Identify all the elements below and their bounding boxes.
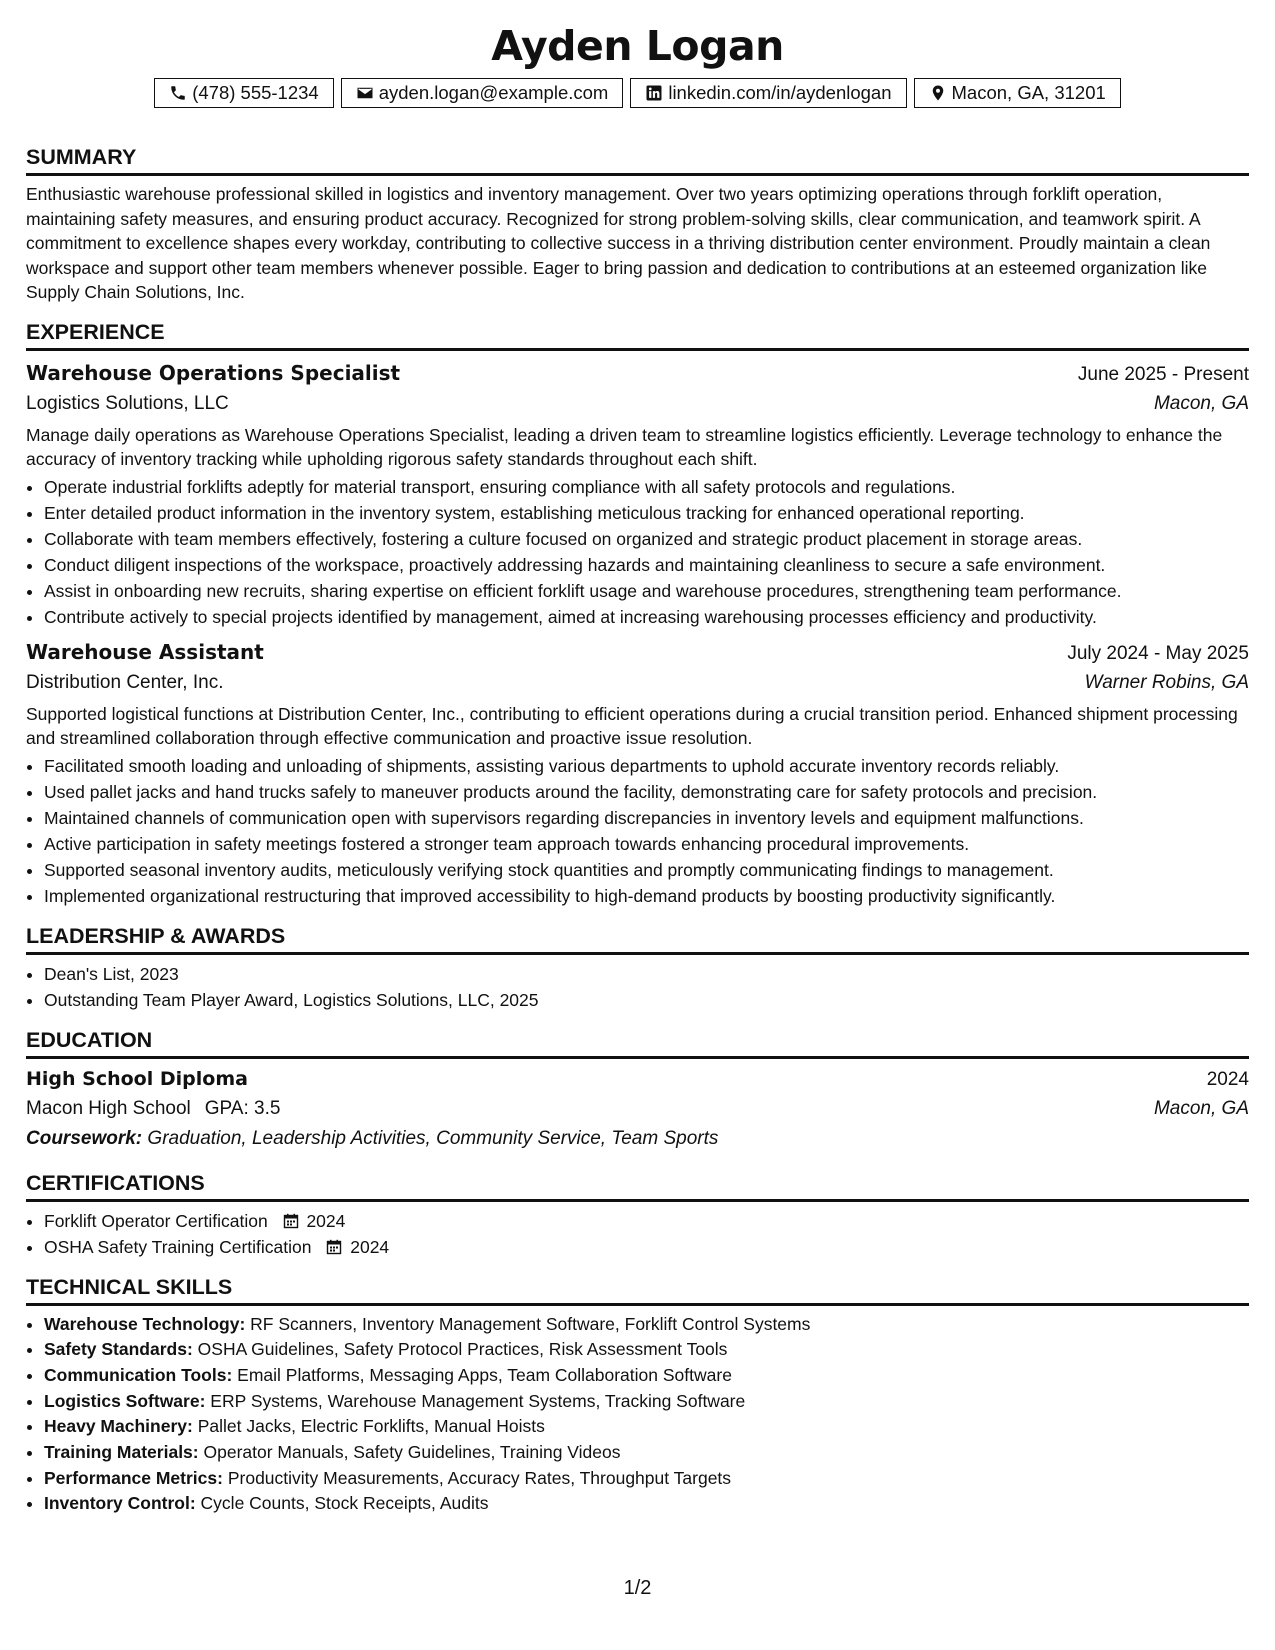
list-item xyxy=(44,1337,1249,1363)
cert-year: 2024 xyxy=(306,1210,346,1231)
map-pin-icon xyxy=(929,84,947,102)
location-text: Macon, GA, 31201 xyxy=(951,82,1106,103)
gpa: GPA: 3.5 xyxy=(204,1097,281,1119)
list-item xyxy=(44,1414,1249,1440)
list-item: • Collaborate with team members effectively, fostering a culture focused on organized and strategic product placement in storage areas. xyxy=(44,526,1249,552)
skill-label: Performance Metrics: xyxy=(44,1467,223,1488)
calendar-icon xyxy=(326,1239,342,1255)
leadership-list xyxy=(26,961,1249,1013)
skill-label: Inventory Control: xyxy=(44,1493,196,1514)
skill-value: Operator Manuals, Safety Guidelines, Training Videos xyxy=(203,1442,621,1463)
list-item xyxy=(44,1491,1249,1517)
education-location: Macon, GA xyxy=(1153,1097,1249,1119)
cert-name: OSHA Safety Training Certification xyxy=(44,1236,312,1257)
coursework-text: Graduation, Leadership Activities, Community Service, Team Sports xyxy=(147,1127,719,1149)
job-title: Warehouse Assistant xyxy=(26,639,264,664)
list-item: • Contribute actively to special projects identified by management, aimed at increasing warehousing processes efficiency and productivity. xyxy=(44,604,1249,630)
job-entry xyxy=(26,359,1249,630)
summary-text: Enthusiastic warehouse professional skilled in logistics and inventory management. Over two years optimizing operations through forklift operation, maintaining safety measures, and ensuring product accuracy. Recognized for strong problem-solving skills, clear communication, and teamwork spirit. A commitment to excellence shapes every workday, contributing to collective success in a thriving distribution center environment. Proudly maintain a clean workspace and support other team members whenever possible. Eager to bring passion and dedication to contributions at an esteemed organization like Supply Chain Solutions, Inc. xyxy=(26,184,1211,302)
contact-email[interactable] xyxy=(341,78,624,108)
school-name: Macon High School xyxy=(26,1097,191,1119)
list-item: • Used pallet jacks and hand trucks safely to maneuver products around the facility, demonstrating care for safety protocols and precision. xyxy=(44,779,1249,805)
list-item: • Dean's List, 2023 xyxy=(44,961,1249,987)
list-item: • Conduct diligent inspections of the workspace, proactively addressing hazards and maintaining cleanliness to secure a safe environment. xyxy=(44,552,1249,578)
cert-year: 2024 xyxy=(350,1236,390,1257)
certifications-list xyxy=(26,1208,1249,1260)
skill-label: Logistics Software: xyxy=(44,1390,206,1411)
list-item xyxy=(44,1234,1249,1260)
job-bullets xyxy=(26,474,1249,630)
contact-location[interactable] xyxy=(914,78,1121,108)
skill-value: ERP Systems, Warehouse Management Systems, Tracking Software xyxy=(210,1390,746,1411)
job-entry xyxy=(26,638,1249,909)
list-item: • Assist in onboarding new recruits, sharing expertise on efficient forklift usage and warehouse procedures, strengthening team performance. xyxy=(44,578,1249,604)
job-bullets xyxy=(26,753,1249,909)
list-item: • Outstanding Team Player Award, Logistics Solutions, LLC, 2025 xyxy=(44,987,1249,1013)
skill-value: Productivity Measurements, Accuracy Rates, Throughput Targets xyxy=(227,1467,732,1488)
skill-label: Communication Tools: xyxy=(44,1364,233,1385)
certifications-heading: CERTIFICATIONS xyxy=(26,1170,1249,1202)
list-item xyxy=(44,1208,1249,1234)
email-text: ayden.logan@example.com xyxy=(378,82,609,103)
skill-label: Training Materials: xyxy=(44,1442,199,1463)
resume-page xyxy=(26,18,1249,1517)
skill-label: Safety Standards: xyxy=(44,1339,193,1360)
list-item xyxy=(44,1440,1249,1466)
contact-bar xyxy=(26,78,1249,108)
list-item: • Supported seasonal inventory audits, meticulously verifying stock quantities and promptly communicating findings to management. xyxy=(44,857,1249,883)
job-description: Manage daily operations as Warehouse Operations Specialist, leading a driven team to streamline logistics efficiently. Leverage technology to enhance the accuracy of inventory tracking while upholding rigorous safety standards throughout each shift. xyxy=(26,424,1223,469)
contact-phone[interactable] xyxy=(154,78,334,108)
education-heading: EDUCATION xyxy=(26,1027,1249,1059)
job-location: Warner Robins, GA xyxy=(1084,671,1249,693)
skill-value: Cycle Counts, Stock Receipts, Audits xyxy=(200,1493,489,1514)
list-item xyxy=(44,1389,1249,1415)
list-item: • Maintained channels of communication open with supervisors regarding discrepancies in inventory levels and equipment malfunctions. xyxy=(44,805,1249,831)
skill-value: OSHA Guidelines, Safety Protocol Practices, Risk Assessment Tools xyxy=(197,1339,728,1360)
envelope-icon xyxy=(356,84,374,102)
skill-label: Heavy Machinery: xyxy=(44,1416,193,1437)
cert-name: Forklift Operator Certification xyxy=(44,1210,268,1231)
linkedin-icon xyxy=(645,84,663,102)
list-item: • Active participation in safety meetings fostered a stronger team approach towards enhancing procedural improvements. xyxy=(44,831,1249,857)
experience-heading: EXPERIENCE xyxy=(26,319,1249,351)
skill-label: Warehouse Technology: xyxy=(44,1313,246,1334)
skill-value: Email Platforms, Messaging Apps, Team Collaboration Software xyxy=(237,1364,732,1385)
phone-text: (478) 555-1234 xyxy=(192,82,319,103)
job-description: Supported logistical functions at Distribution Center, Inc., contributing to efficient operations during a crucial transition period. Enhanced shipment processing and streamlined collaboration through effective communication and proactive issue resolution. xyxy=(26,703,1238,748)
job-dates: June 2025 - Present xyxy=(1077,363,1249,385)
skill-value: Pallet Jacks, Electric Forklifts, Manual Hoists xyxy=(197,1416,545,1437)
list-item: • Facilitated smooth loading and unloading of shipments, assisting various departments to uphold accurate inventory records reliably. xyxy=(44,753,1249,779)
skills-heading: TECHNICAL SKILLS xyxy=(26,1274,1249,1306)
job-company: Logistics Solutions, LLC xyxy=(26,392,229,414)
degree: High School Diploma xyxy=(26,1067,248,1090)
job-location: Macon, GA xyxy=(1153,392,1249,414)
coursework-label: Coursework: xyxy=(26,1127,143,1149)
skill-value: RF Scanners, Inventory Management Software, Forklift Control Systems xyxy=(250,1313,811,1334)
candidate-name: Ayden Logan xyxy=(491,22,784,70)
list-item: • Enter detailed product information in the inventory system, establishing meticulous tracking for enhanced operational reporting. xyxy=(44,500,1249,526)
list-item xyxy=(44,1466,1249,1492)
skills-list xyxy=(26,1312,1249,1518)
list-item: • Operate industrial forklifts adeptly for material transport, ensuring compliance with all safety protocols and regulations. xyxy=(44,474,1249,500)
job-dates: July 2024 - May 2025 xyxy=(1067,642,1249,664)
job-title: Warehouse Operations Specialist xyxy=(26,360,401,385)
leadership-heading: LEADERSHIP & AWARDS xyxy=(26,923,1249,955)
coursework xyxy=(26,1124,1249,1154)
list-item: • Implemented organizational restructuring that improved accessibility to high-demand products by boosting productivity significantly. xyxy=(44,883,1249,909)
list-item xyxy=(44,1312,1249,1338)
phone-icon xyxy=(169,84,187,102)
summary-heading: SUMMARY xyxy=(26,144,1249,176)
linkedin-text: linkedin.com/in/aydenlogan xyxy=(668,82,892,103)
page-number: 1/2 xyxy=(623,1577,652,1599)
calendar-icon xyxy=(283,1213,299,1229)
contact-linkedin[interactable] xyxy=(630,78,906,108)
job-company: Distribution Center, Inc. xyxy=(26,671,224,693)
list-item xyxy=(44,1363,1249,1389)
education-year: 2024 xyxy=(1206,1068,1249,1090)
